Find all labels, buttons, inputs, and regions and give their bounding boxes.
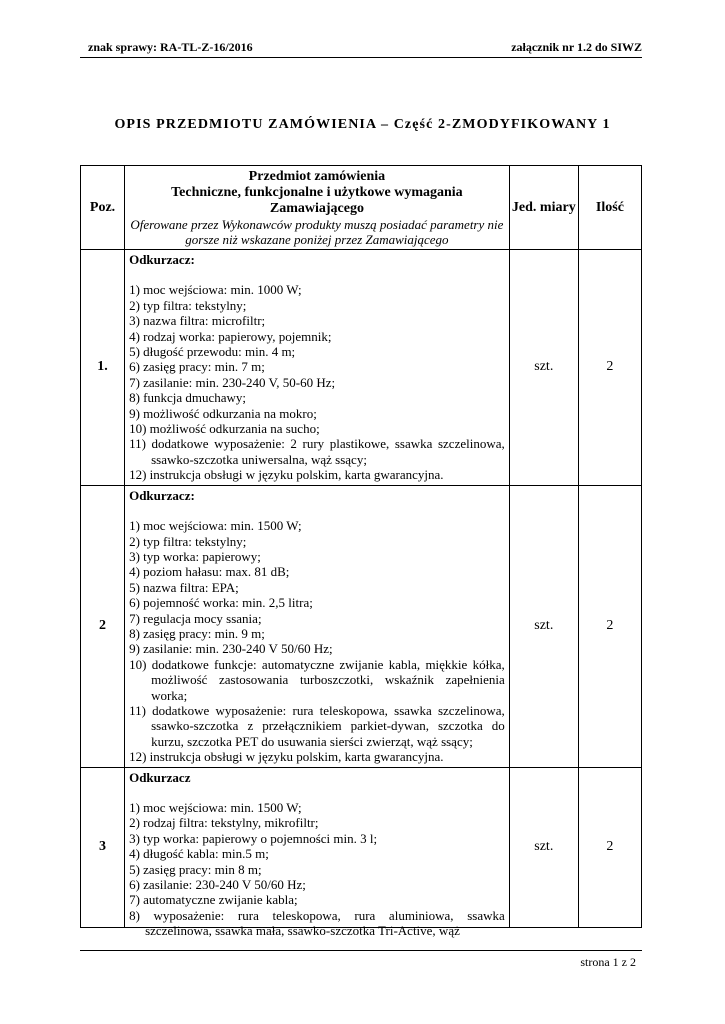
specification-table <box>80 165 642 939</box>
document-title: OPIS PRZEDMIOTU ZAMÓWIENIA – Część 2-ZMODYFIKOWANY 1 <box>114 117 611 132</box>
list-item: 12) instrukcja obsługi w języku polskim, karta gwarancyjna. <box>129 467 444 483</box>
list-item: 1) moc wejściowa: min. 1500 W; <box>129 518 302 534</box>
page-footer <box>80 950 642 969</box>
row-position: 1. <box>81 250 125 486</box>
list-item: 5) długość przewodu: min. 4 m; <box>129 344 296 360</box>
list-item: 9) zasilanie: min. 230-240 V 50/60 Hz; <box>129 641 333 657</box>
list-item: 10) dodatkowe funkcje: automatyczne zwijanie kabla, miękkie kółka, możliwość zastosowania turboszczotki, wskaźnik zapełnienia worka; <box>129 656 505 703</box>
row-quantity: 2 <box>578 767 641 927</box>
row-unit: szt. <box>509 767 578 927</box>
row-unit: szt. <box>509 250 578 486</box>
list-item: 5) nazwa filtra: EPA; <box>129 579 239 595</box>
list-item: 8) funkcja dmuchawy; <box>129 390 247 406</box>
table-header-row <box>81 166 642 250</box>
list-item: 3) typ worka: papierowy o pojemności min. 3 l; <box>129 830 378 846</box>
row-description <box>125 250 510 486</box>
list-item: 4) poziom hałasu: max. 81 dB; <box>129 564 290 580</box>
row-description <box>125 767 510 939</box>
table-row <box>81 485 642 767</box>
row-quantity: 2 <box>578 485 641 767</box>
list-item: 1) moc wejściowa: min. 1500 W; <box>129 800 302 815</box>
row-quantity: 2 <box>578 250 641 486</box>
header-poz: Poz. <box>81 166 125 250</box>
row-position: 3 <box>81 767 125 927</box>
row-unit: szt. <box>509 485 578 767</box>
item-name: Odkurzacz: <box>129 487 195 503</box>
list-item: 6) zasięg pracy: min. 7 m; <box>129 359 265 375</box>
list-item: 3) nazwa filtra: microfiltr; <box>129 313 266 329</box>
list-item: 9) możliwość odkurzania na mokro; <box>129 405 317 421</box>
list-item: 6) pojemność worka: min. 2,5 litra; <box>129 595 313 611</box>
item-name: Odkurzacz: <box>129 252 195 267</box>
list-item: 6) zasilanie: 230-240 V 50/60 Hz; <box>129 877 306 893</box>
list-item: 12) instrukcja obsługi w języku polskim, karta gwarancyjna. <box>129 749 444 765</box>
case-number: znak sprawy: RA-TL-Z-16/2016 <box>88 40 253 54</box>
header-desc-title-2: Techniczne, funkcjonalne i użytkowe wymagania Zamawiającego <box>171 184 463 216</box>
list-item: 7) automatyczne zwijanie kabla; <box>129 892 298 908</box>
list-item: 11) dodatkowe wyposażenie: 2 rury plastikowe, ssawka szczelinowa, ssawko-szczotka uniwersalna, wąż ssący; <box>129 436 505 467</box>
list-item: 3) typ worka: papierowy; <box>129 548 261 564</box>
list-item: 4) rodzaj worka: papierowy, pojemnik; <box>129 328 332 344</box>
header-desc-title-1: Przedmiot zamówienia <box>248 168 386 184</box>
list-item: 2) typ filtra: tekstylny; <box>129 533 247 549</box>
item-name: Odkurzacz <box>129 769 191 785</box>
attachment-label: załącznik nr 1.2 do SIWZ <box>511 40 642 54</box>
header-desc-note: Oferowane przez Wykonawców produkty muszą posiadać parametry nie gorsze niż wskazane poniżej przez Zamawiającego <box>130 216 504 247</box>
list-item: 10) możliwość odkurzania na sucho; <box>129 421 320 437</box>
row-description <box>125 485 510 767</box>
header-quantity: Ilość <box>578 166 641 250</box>
list-item: 1) moc wejściowa: min. 1000 W; <box>129 282 302 298</box>
list-item: 7) regulacja mocy ssania; <box>129 610 262 626</box>
list-item: 2) rodzaj filtra: tekstylny, mikrofiltr; <box>129 815 319 831</box>
page-number: strona 1 z 2 <box>580 955 636 969</box>
table-row <box>81 767 642 927</box>
list-item: 2) typ filtra: tekstylny; <box>129 297 247 313</box>
row-position: 2 <box>81 485 125 767</box>
list-item: 7) zasilanie: min. 230-240 V, 50-60 Hz; <box>129 374 336 390</box>
list-item: 4) długość kabla: min.5 m; <box>129 846 269 862</box>
header-unit: Jed. miary <box>509 166 578 250</box>
header-description <box>125 166 510 250</box>
list-item: 11) dodatkowe wyposażenie: rura teleskopowa, ssawka szczelinowa, ssawko-szczotka z przełącznikiem parkiet-dywan, szczotka do kurzu, szczotka PET do usuwania sierści zwierząt, wąż ssący; <box>129 702 505 749</box>
table-row <box>81 250 642 486</box>
list-item: 8) zasięg pracy: min. 9 m; <box>129 625 265 641</box>
list-item: 8) wyposażenie: rura teleskopowa, rura aluminiowa, ssawka szczelinowa, ssawka mała, ssawko-szczotka Tri-Active, wąż <box>129 907 505 939</box>
list-item: 5) zasięg pracy: min 8 m; <box>129 861 262 877</box>
page-header <box>80 39 642 58</box>
